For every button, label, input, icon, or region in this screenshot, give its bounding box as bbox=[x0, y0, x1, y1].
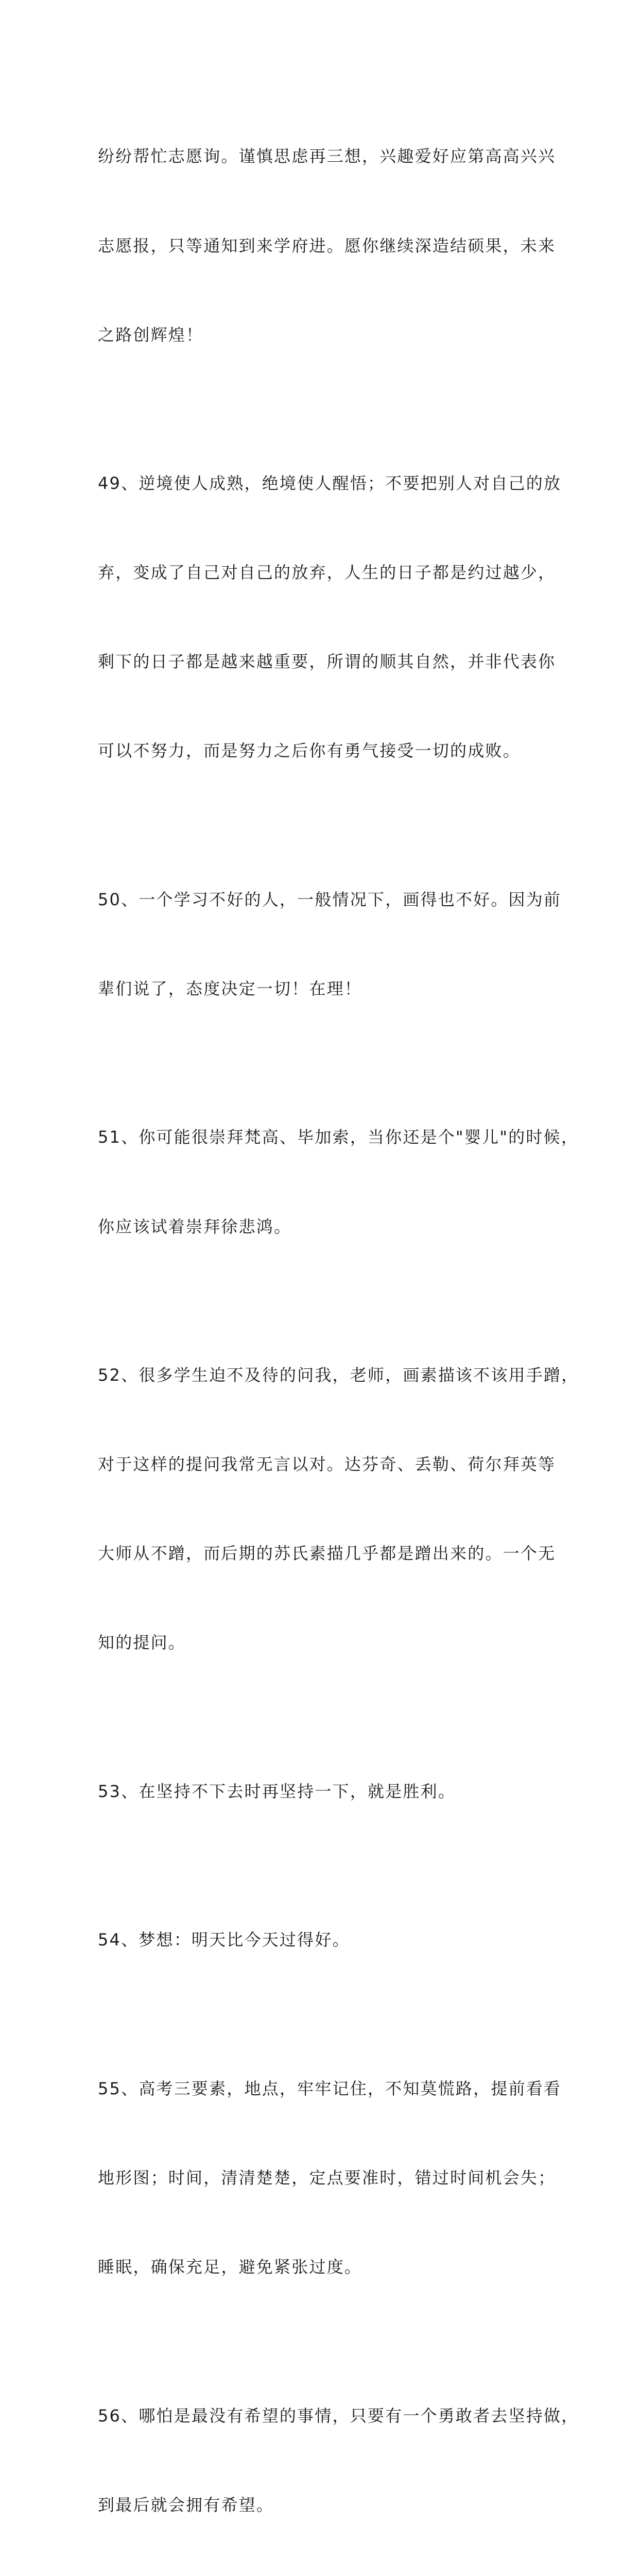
document-body bbox=[98, 82, 579, 2576]
text-line: 睡眠，确保充足，避免紧张过度。 bbox=[98, 2257, 362, 2277]
paragraph-48-continued bbox=[98, 82, 556, 410]
text-line: 志愿报，只等通知到来学府进。愿你继续深造结硕果，未来 bbox=[98, 235, 556, 256]
text-line: 可以不努力，而是努力之后你有勇气接受一切的成败。 bbox=[98, 741, 521, 761]
paragraph-54 bbox=[98, 1866, 551, 2015]
text-line: 大师从不蹭，而后期的苏氏素描几乎都是蹭出来的。一个无 bbox=[98, 1544, 556, 1564]
paragraph-53 bbox=[98, 1717, 551, 1866]
text-line: 之路创辉煌！ bbox=[98, 325, 204, 345]
text-line: 纷纷帮忙志愿询。谨慎思虑再三想，兴趣爱好应第高高兴兴 bbox=[98, 146, 556, 166]
paragraph-51 bbox=[98, 1063, 579, 1301]
text-line: 剩下的日子都是越来越重要，所谓的顺其自然，并非代表你 bbox=[98, 652, 556, 672]
text-line: 56、哪怕是最没有希望的事情，只要有一个勇敢者去坚持做， bbox=[98, 2405, 579, 2426]
text-line: 知的提问。 bbox=[98, 1633, 186, 1653]
text-line: 54、梦想：明天比今天过得好。 bbox=[98, 1930, 350, 1950]
text-line: 到最后就会拥有希望。 bbox=[98, 2495, 274, 2515]
paragraph-55 bbox=[98, 2014, 562, 2342]
paragraph-50 bbox=[98, 825, 562, 1063]
text-line: 50、一个学习不好的人，一般情况下，画得也不好。因为前 bbox=[98, 889, 562, 909]
text-line: 你应该试着崇拜徐悲鸿。 bbox=[98, 1216, 292, 1236]
text-line: 弃，变成了自己对自己的放弃，人生的日子都是约过越少， bbox=[98, 563, 556, 583]
text-line: 对于这样的提问我常无言以对。达芬奇、丢勒、荷尔拜英等 bbox=[98, 1454, 556, 1475]
text-line: 辈们说了，态度决定一切！在理！ bbox=[98, 978, 362, 998]
text-line: 51、你可能很崇拜梵高、毕加索，当你还是个"婴儿"的时候， bbox=[98, 1127, 579, 1147]
paragraph-52 bbox=[98, 1301, 579, 1718]
text-line: 53、在坚持不下去时再坚持一下，就是胜利。 bbox=[98, 1781, 456, 1801]
text-line: 52、很多学生迫不及待的问我，老师，画素描该不该用手蹭， bbox=[98, 1365, 579, 1385]
text-line: 49、逆境使人成熟，绝境使人醒悟；不要把别人对自己的放 bbox=[98, 473, 562, 494]
paragraph-49 bbox=[98, 410, 562, 826]
text-line: 地形图；时间，清清楚楚，定点要准时，错过时间机会失； bbox=[98, 2167, 556, 2188]
text-line: 55、高考三要素，地点，牢牢记住，不知莫慌路，提前看看 bbox=[98, 2078, 562, 2098]
paragraph-56 bbox=[98, 2342, 579, 2576]
